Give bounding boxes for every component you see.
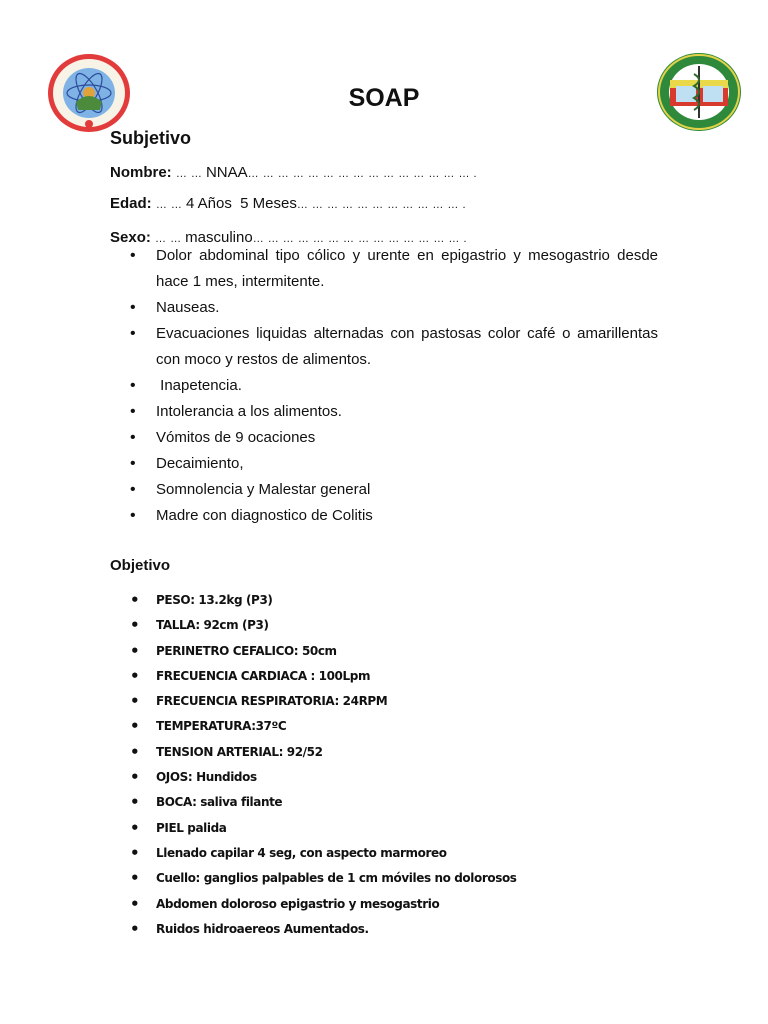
dots: … … … … … … … … … … … … … … .: [252, 233, 468, 245]
list-item: • Dolor abdominal tipo cólico y urente en epigastrio y mesogastrio desde hace 1 mes, intermitente.: [110, 243, 658, 295]
nombre-field: [110, 164, 477, 181]
list-item: • Inapetencia.: [110, 373, 658, 399]
list-item: • Intolerancia a los alimentos.: [110, 399, 658, 425]
list-item: • Somnolencia y Malestar general: [110, 477, 658, 503]
list-item: • PIEL palida: [110, 816, 670, 841]
list-item: • TEMPERATURA:37ºC: [110, 714, 670, 739]
nombre-label: Nombre:: [110, 164, 172, 181]
edad-value: 4 Años 5 Meses: [185, 195, 297, 212]
dots: … …: [175, 168, 206, 180]
list-item: • Ruidos hidroaereos Aumentados.: [110, 917, 670, 942]
list-item: • Vómitos de 9 ocaciones: [110, 425, 658, 451]
objetivo-list: [110, 588, 670, 942]
nombre-value: NNAA: [205, 164, 248, 181]
subjetivo-heading: Subjetivo: [110, 128, 192, 148]
list-item: • Evacuaciones liquidas alternadas con pastosas color café o amarillentas con moco y restos de alimentos.: [110, 321, 658, 373]
list-item: • Nauseas.: [110, 295, 658, 321]
list-item: • Llenado capilar 4 seg, con aspecto marmoreo: [110, 841, 670, 866]
symptoms-list: [110, 243, 658, 529]
list-item: • TENSION ARTERIAL: 92/52: [110, 740, 670, 765]
list-item: • Cuello: ganglios palpables de 1 cm móviles no dolorosos: [110, 866, 670, 891]
dots: … …: [155, 199, 186, 211]
dots: … …: [155, 233, 186, 245]
list-item: • Abdomen doloroso epigastrio y mesogastrio: [110, 892, 670, 917]
list-item: • FRECUENCIA CARDIACA : 100Lpm: [110, 664, 670, 689]
dots: … … … … … … … … … … … .: [296, 199, 467, 211]
list-item: • Madre con diagnostico de Colitis: [110, 503, 658, 529]
list-item: • FRECUENCIA RESPIRATORIA: 24RPM: [110, 689, 670, 714]
sexo-label: Sexo:: [110, 229, 151, 246]
edad-field: [110, 195, 466, 212]
document-title: SOAP: [348, 84, 420, 112]
list-item: • PESO: 13.2kg (P3): [110, 588, 670, 613]
sexo-value: masculino: [185, 229, 253, 246]
edad-label: Edad:: [110, 195, 152, 212]
list-item: • Decaimiento,: [110, 451, 658, 477]
list-item: • BOCA: saliva filante: [110, 790, 670, 815]
objetivo-heading: Objetivo: [110, 557, 171, 574]
list-item: • PERINETRO CEFALICO: 50cm: [110, 639, 670, 664]
dots: … … … … … … … … … … … … … … … .: [247, 168, 478, 180]
list-item: • TALLA: 92cm (P3): [110, 613, 670, 638]
list-item: • OJOS: Hundidos: [110, 765, 670, 790]
